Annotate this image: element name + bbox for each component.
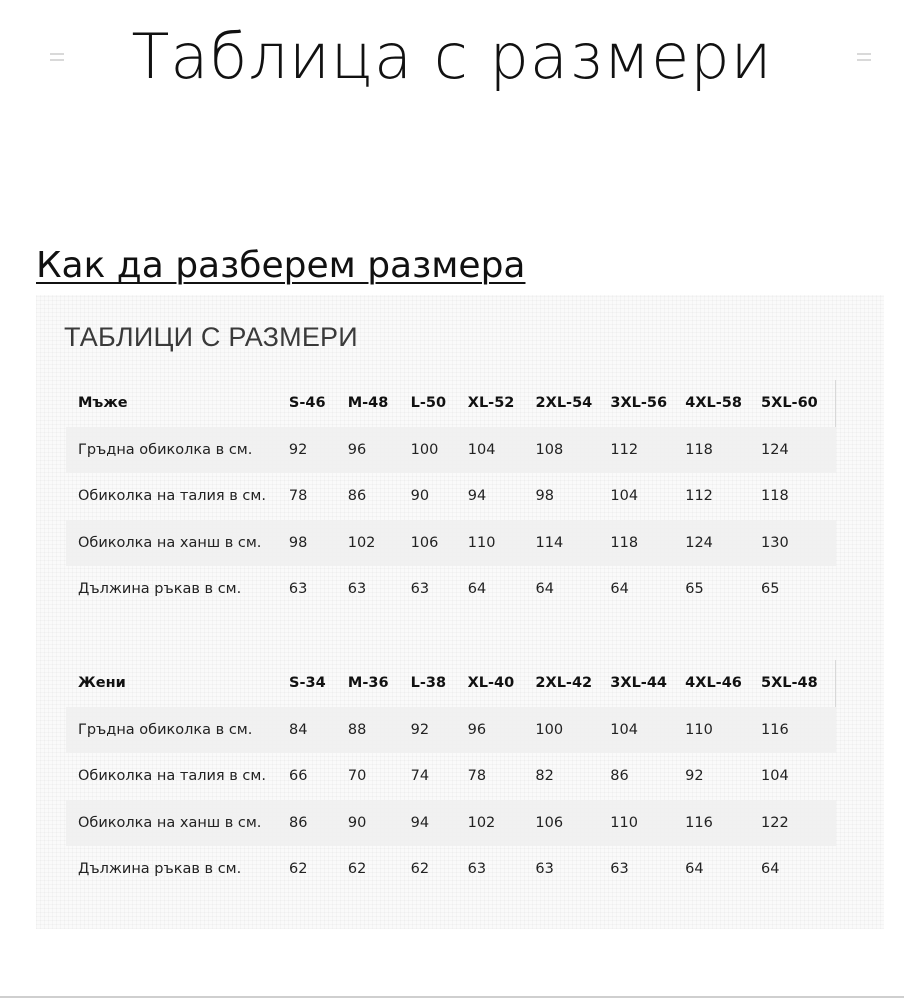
table-cell: Дължина ръкав в см.	[78, 861, 242, 878]
table-cell: 63	[467, 861, 487, 878]
table-cell: 104	[610, 707, 685, 754]
table-cell: 64	[761, 861, 780, 878]
table-header-cell: 5XL-48	[761, 660, 835, 707]
table-cell: 104	[610, 488, 639, 505]
table-row	[66, 800, 836, 847]
table-header-cell: XL-40	[467, 675, 515, 692]
table-cell: 110	[610, 800, 685, 847]
table-cell: 82	[535, 768, 554, 785]
table-row	[66, 846, 836, 893]
size-charts-heading: ТАБЛИЦИ С РАЗМЕРИ	[64, 322, 358, 352]
table-cell: 64	[685, 861, 704, 878]
table-cell: 104	[761, 768, 789, 785]
table-cell: 86	[610, 768, 629, 785]
table-cell: 65	[685, 581, 704, 598]
table-header-row	[66, 380, 836, 427]
women-size-table	[66, 660, 836, 893]
table-cell: 104	[468, 427, 536, 474]
table-cell: 112	[685, 488, 713, 505]
table-cell: Обиколка на талия в см.	[78, 488, 266, 505]
table-header-cell: 5XL-60	[761, 380, 835, 427]
table-cell: 63	[535, 861, 554, 878]
table-cell: Гръдна обиколка в см.	[66, 707, 289, 754]
table-cell: 63	[410, 581, 430, 598]
table-cell: 102	[468, 800, 536, 847]
table-cell: 62	[410, 861, 430, 878]
table-cell: 116	[761, 707, 835, 754]
table-cell: 102	[348, 520, 411, 567]
table-header-cell: L-38	[410, 675, 447, 692]
table-header-cell: 4XL-58	[685, 395, 742, 412]
table-cell: 114	[536, 520, 611, 567]
table-header-cell: L-50	[410, 395, 447, 412]
table-row	[66, 566, 836, 613]
table-header-cell: S-34	[289, 675, 326, 692]
table-cell: 94	[411, 800, 468, 847]
table-cell: 64	[610, 581, 629, 598]
table-cell: 92	[411, 707, 468, 754]
table-cell: 94	[467, 488, 487, 505]
table-cell: 96	[468, 707, 536, 754]
table-cell: 92	[685, 768, 704, 785]
table-cell: 64	[535, 581, 554, 598]
table-cell: 116	[685, 800, 761, 847]
table-header-cell: Жени	[78, 675, 126, 692]
table-cell: 84	[289, 707, 348, 754]
table-header-cell: 2XL-54	[535, 395, 593, 412]
table-cell: 112	[610, 427, 685, 474]
table-cell: 90	[348, 800, 411, 847]
table-cell: 90	[410, 488, 430, 505]
table-cell: Гръдна обиколка в см.	[66, 427, 289, 474]
table-header-cell: S-46	[288, 395, 326, 412]
table-cell: 118	[685, 427, 761, 474]
table-cell: 100	[411, 427, 468, 474]
table-cell: 78	[467, 768, 487, 785]
table-cell: 110	[685, 707, 761, 754]
table-row	[66, 473, 836, 520]
table-cell: 63	[288, 581, 308, 598]
table-row	[66, 753, 836, 800]
men-size-table	[66, 380, 836, 613]
size-guide-link[interactable]: Как да разберем размера	[36, 245, 526, 286]
table-header-cell: 2XL-42	[535, 675, 593, 692]
table-cell: 62	[347, 861, 367, 878]
table-header-cell: 3XL-56	[610, 395, 668, 412]
table-cell: 106	[535, 800, 610, 847]
table-cell: Обиколка на ханш в см.	[66, 800, 289, 847]
table-cell: 110	[468, 520, 536, 567]
table-row	[66, 427, 836, 474]
table-header-cell: Мъже	[78, 395, 128, 412]
table-cell: 100	[535, 707, 610, 754]
table-cell: 74	[410, 768, 430, 785]
table-cell: 65	[761, 581, 780, 598]
table-cell: 64	[467, 581, 487, 598]
table-cell: 106	[411, 520, 468, 567]
table-cell: 108	[536, 427, 611, 474]
table-header-cell: M-48	[347, 395, 389, 412]
table-header-cell: 3XL-44	[610, 675, 668, 692]
table-cell: Обиколка на талия в см.	[78, 768, 266, 785]
table-cell: 62	[289, 861, 308, 878]
table-cell: 118	[610, 520, 685, 567]
table-cell: Обиколка на ханш в см.	[66, 520, 289, 567]
table-cell: 98	[535, 488, 554, 505]
table-cell: 86	[347, 488, 367, 505]
table-row	[66, 520, 836, 567]
table-cell: Дължина ръкав в см.	[78, 581, 242, 598]
divider	[0, 996, 904, 998]
table-header-cell: XL-52	[467, 395, 515, 412]
table-cell: 66	[289, 768, 308, 785]
table-cell: 96	[348, 427, 411, 474]
table-header-cell: M-36	[347, 675, 389, 692]
table-cell: 86	[289, 800, 348, 847]
table-cell: 118	[761, 488, 789, 505]
table-cell: 63	[347, 581, 367, 598]
table-cell: 124	[761, 427, 835, 474]
table-header-row	[66, 660, 836, 707]
table-cell: 88	[348, 707, 411, 754]
table-cell: 78	[288, 488, 308, 505]
table-row	[66, 707, 836, 754]
table-cell: 70	[347, 768, 367, 785]
table-cell: 92	[289, 427, 348, 474]
table-cell: 124	[685, 520, 761, 567]
table-cell: 98	[289, 520, 348, 567]
table-cell: 63	[610, 861, 629, 878]
page-title: Таблица с размери	[131, 20, 773, 93]
table-header-cell: 4XL-46	[685, 675, 742, 692]
table-cell: 122	[761, 800, 835, 847]
table-cell: 130	[761, 520, 835, 567]
